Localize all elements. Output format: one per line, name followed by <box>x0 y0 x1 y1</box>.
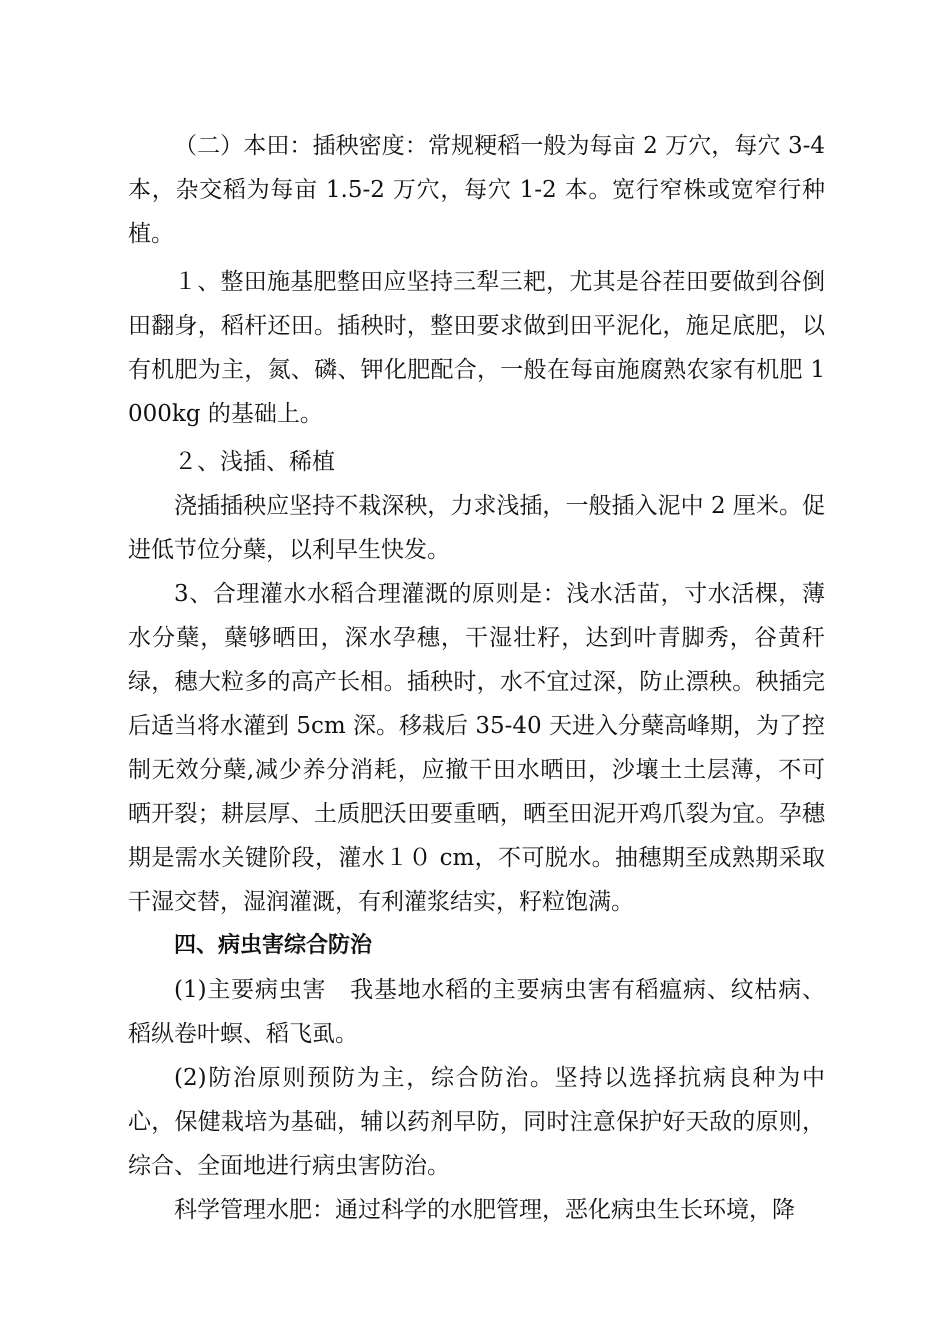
paragraph-shallow-planting-title: ２、浅插、稀植 <box>174 449 335 475</box>
section-heading-pest-control: 四、病虫害综合防治 <box>174 933 373 958</box>
document-body <box>128 124 825 1232</box>
paragraph-shallow-planting: 浇插插秧应坚持不栽深秧，力求浅插，一般插入泥中 2 厘米。促进低节位分蘖，以利早生快发。 <box>128 493 825 563</box>
paragraph-transplant-density: （二）本田：插秧密度：常规粳稻一般为每亩 2 万穴，每穴 3-4 本，杂交稻为每亩 1.5-2 万穴，每穴 1-2 本。宽行窄株或宽窄行种植。 <box>128 133 825 247</box>
paragraph-main-pests: (1)主要病虫害 我基地水稻的主要病虫害有稻瘟病、纹枯病、稻纵卷叶螟、稻飞虱。 <box>128 977 825 1047</box>
paragraph-control-principle: (2)防治原则预防为主，综合防治。坚持以选择抗病良种为中心，保健栽培为基础，辅以药剂早防，同时注意保护好天敌的原则，综合、全面地进行病虫害防治。 <box>128 1065 825 1179</box>
paragraph-field-preparation: １、整田施基肥整田应坚持三犁三耙，尤其是谷茬田要做到谷倒田翻身，稻杆还田。插秧时，整田要求做到田平泥化，施足底肥，以有机肥为主，氮、磷、钾化肥配合，一般在每亩施腐熟农家有机肥 1000kg 的基础上。 <box>128 269 825 427</box>
paragraph-water-fertilizer: 科学管理水肥：通过科学的水肥管理，恶化病虫生长环境，降 <box>174 1197 795 1223</box>
paragraph-irrigation: 3、合理灌水水稻合理灌溉的原则是：浅水活苗，寸水活棵，薄水分蘖，蘖够晒田，深水孕穗，干湿壮籽，达到叶青脚秀，谷黄秆绿，穗大粒多的高产长相。插秧时，水不宜过深，防止漂秧。秧插完后适当将水灌到 5cm 深。移栽后 35-40 天进入分蘖高峰期，为了控制无效分蘖,减少养分消耗，应撤干田水晒田，沙壤土土层薄，不可晒开裂；耕层厚、土质肥沃田要重晒，晒至田泥开鸡爪裂为宜。孕穗期是需水关键阶段，灌水１０ cm，不可脱水。抽穗期至成熟期采取干湿交替，湿润灌溉，有利灌浆结实，籽粒饱满。 <box>128 581 825 915</box>
